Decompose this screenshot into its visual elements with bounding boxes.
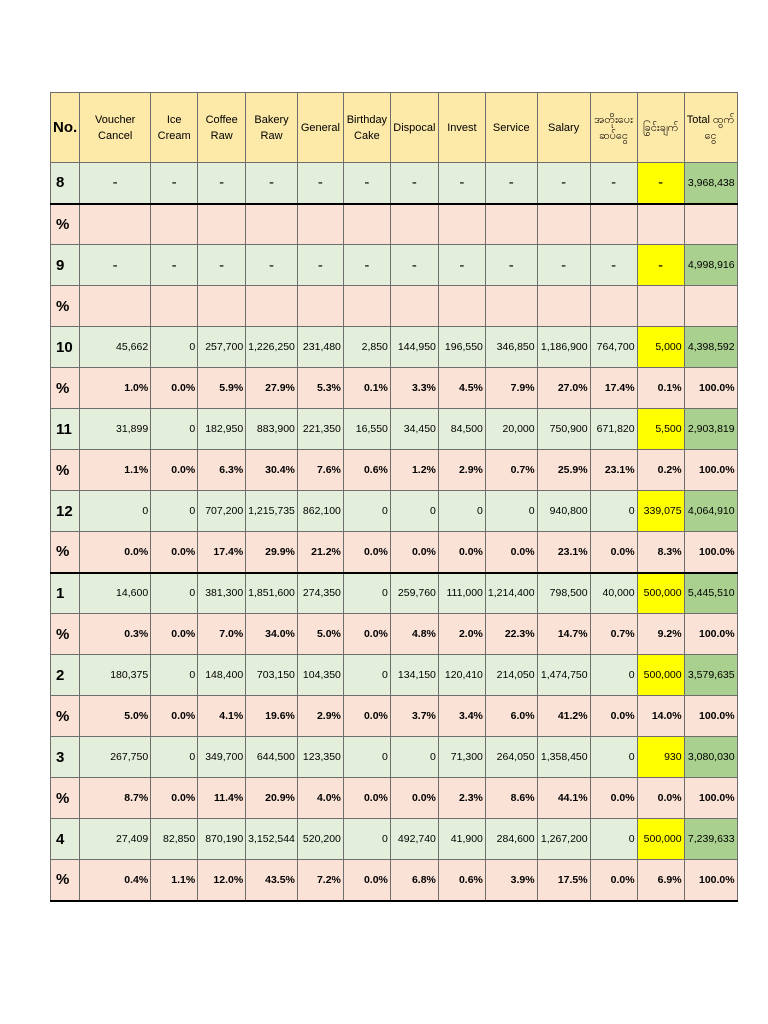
data-cell[interactable]: 6.3% (198, 450, 246, 491)
data-cell[interactable]: 3.9% (485, 860, 537, 901)
total-cell[interactable]: 100.0% (684, 450, 737, 491)
data-cell[interactable]: 3.3% (390, 368, 438, 409)
total-cell[interactable]: 3,579,635 (684, 655, 737, 696)
exception-cell[interactable]: 500,000 (637, 573, 684, 614)
data-cell[interactable]: - (438, 163, 485, 204)
row-label-cell[interactable]: % (51, 696, 80, 737)
data-cell[interactable] (151, 286, 198, 327)
column-header: Ice Cream (151, 93, 198, 163)
row-label-cell[interactable]: % (51, 286, 80, 327)
month-value-row (51, 327, 738, 368)
data-cell[interactable]: 257,700 (198, 327, 246, 368)
data-cell[interactable]: 0.0% (151, 696, 198, 737)
data-cell[interactable]: 1.1% (151, 860, 198, 901)
data-cell[interactable] (80, 286, 151, 327)
data-cell[interactable]: 45,662 (80, 327, 151, 368)
data-cell[interactable]: 862,100 (297, 491, 343, 532)
data-cell[interactable]: - (537, 163, 590, 204)
data-cell[interactable]: 0.0% (390, 778, 438, 819)
data-cell[interactable]: 0.0% (390, 532, 438, 573)
data-cell[interactable] (537, 204, 590, 245)
data-cell[interactable]: 1,267,200 (537, 819, 590, 860)
data-cell[interactable]: 0 (590, 819, 637, 860)
data-cell[interactable]: 707,200 (198, 491, 246, 532)
data-cell[interactable] (80, 204, 151, 245)
data-cell[interactable]: 0 (80, 491, 151, 532)
data-cell[interactable]: 0 (151, 573, 198, 614)
data-cell[interactable]: 259,760 (390, 573, 438, 614)
data-cell[interactable]: 0 (390, 491, 438, 532)
data-cell[interactable]: 7.6% (297, 450, 343, 491)
data-cell[interactable]: - (246, 245, 298, 286)
column-header-no: No. (51, 93, 80, 163)
total-cell[interactable]: 100.0% (684, 778, 737, 819)
data-cell[interactable]: 0.7% (590, 614, 637, 655)
data-cell[interactable]: 148,400 (198, 655, 246, 696)
total-cell[interactable] (684, 204, 737, 245)
data-cell[interactable]: 883,900 (246, 409, 298, 450)
data-cell[interactable]: 492,740 (390, 819, 438, 860)
data-cell[interactable]: 0 (151, 737, 198, 778)
month-value-row (51, 491, 738, 532)
total-cell[interactable]: 3,080,030 (684, 737, 737, 778)
data-cell[interactable]: 0.0% (590, 532, 637, 573)
data-cell[interactable] (297, 204, 343, 245)
data-cell[interactable]: 144,950 (390, 327, 438, 368)
data-cell[interactable]: 14.7% (537, 614, 590, 655)
data-cell[interactable]: 20.9% (246, 778, 298, 819)
data-cell[interactable]: 0.3% (80, 614, 151, 655)
data-cell[interactable]: 0.0% (151, 532, 198, 573)
data-cell[interactable]: 644,500 (246, 737, 298, 778)
data-cell[interactable]: 41.2% (537, 696, 590, 737)
data-cell[interactable]: 0 (343, 655, 390, 696)
data-cell[interactable]: 0 (151, 409, 198, 450)
data-cell[interactable] (390, 204, 438, 245)
month-value-row (51, 573, 738, 614)
data-cell[interactable]: 34,450 (390, 409, 438, 450)
data-cell[interactable]: 21.2% (297, 532, 343, 573)
data-cell[interactable]: 0.0% (151, 368, 198, 409)
data-cell[interactable]: 0.0% (485, 532, 537, 573)
data-cell[interactable]: 5.0% (80, 696, 151, 737)
total-cell[interactable]: 100.0% (684, 696, 737, 737)
column-header: ခြွင်းချက် (637, 93, 684, 163)
data-cell[interactable]: 17.4% (198, 532, 246, 573)
total-cell[interactable]: 2,903,819 (684, 409, 737, 450)
month-value-row (51, 737, 738, 778)
data-cell[interactable]: - (80, 245, 151, 286)
data-cell[interactable]: 0 (590, 655, 637, 696)
data-cell[interactable]: 671,820 (590, 409, 637, 450)
data-cell[interactable] (590, 204, 637, 245)
data-cell[interactable] (390, 286, 438, 327)
data-cell[interactable]: 7.2% (297, 860, 343, 901)
data-cell[interactable]: 4.1% (198, 696, 246, 737)
data-cell[interactable]: 0.0% (151, 614, 198, 655)
row-label-cell[interactable]: 9 (51, 245, 80, 286)
row-label-cell[interactable]: % (51, 204, 80, 245)
data-cell[interactable]: 17.5% (537, 860, 590, 901)
month-percent-row (51, 778, 738, 819)
data-cell[interactable]: 349,700 (198, 737, 246, 778)
data-cell[interactable]: 520,200 (297, 819, 343, 860)
data-cell[interactable]: 4.8% (390, 614, 438, 655)
month-percent-row (51, 286, 738, 327)
data-cell[interactable]: 120,410 (438, 655, 485, 696)
data-cell[interactable]: 25.9% (537, 450, 590, 491)
data-cell[interactable]: 27.0% (537, 368, 590, 409)
data-cell[interactable]: 0.0% (590, 860, 637, 901)
data-cell[interactable]: - (390, 245, 438, 286)
data-cell[interactable]: 27,409 (80, 819, 151, 860)
data-cell[interactable]: 0.4% (80, 860, 151, 901)
data-cell[interactable]: - (590, 163, 637, 204)
data-cell[interactable]: 7.0% (198, 614, 246, 655)
month-percent-row (51, 860, 738, 901)
data-cell[interactable]: 5.9% (198, 368, 246, 409)
data-cell[interactable]: 22.3% (485, 614, 537, 655)
data-cell[interactable]: 7.9% (485, 368, 537, 409)
exception-cell[interactable]: 0.0% (637, 778, 684, 819)
data-cell[interactable]: 104,350 (297, 655, 343, 696)
row-label-cell[interactable]: 11 (51, 409, 80, 450)
data-cell[interactable]: 5.3% (297, 368, 343, 409)
total-cell[interactable]: 3,968,438 (684, 163, 737, 204)
data-cell[interactable]: 214,050 (485, 655, 537, 696)
data-cell[interactable]: 264,050 (485, 737, 537, 778)
data-cell[interactable]: 0.0% (343, 614, 390, 655)
data-cell[interactable]: 221,350 (297, 409, 343, 450)
row-label-cell[interactable]: 10 (51, 327, 80, 368)
data-cell[interactable]: - (390, 163, 438, 204)
total-cell[interactable]: 4,998,916 (684, 245, 737, 286)
data-cell[interactable]: 44.1% (537, 778, 590, 819)
data-cell[interactable]: 12.0% (198, 860, 246, 901)
exception-cell[interactable]: 14.0% (637, 696, 684, 737)
data-cell[interactable]: 0.0% (590, 696, 637, 737)
data-cell[interactable]: 84,500 (438, 409, 485, 450)
data-cell[interactable]: 0 (390, 737, 438, 778)
data-cell[interactable]: 1,226,250 (246, 327, 298, 368)
data-cell[interactable]: 0.6% (438, 860, 485, 901)
data-cell[interactable]: 0 (343, 491, 390, 532)
data-cell[interactable]: 196,550 (438, 327, 485, 368)
data-cell[interactable]: 2.3% (438, 778, 485, 819)
row-label-cell[interactable]: % (51, 778, 80, 819)
data-cell[interactable] (198, 204, 246, 245)
data-cell[interactable]: 703,150 (246, 655, 298, 696)
row-label-cell[interactable]: 1 (51, 573, 80, 614)
data-cell[interactable]: 750,900 (537, 409, 590, 450)
total-cell[interactable]: 4,398,592 (684, 327, 737, 368)
data-cell[interactable]: 29.9% (246, 532, 298, 573)
data-cell[interactable] (343, 286, 390, 327)
data-cell[interactable]: 870,190 (198, 819, 246, 860)
data-cell[interactable]: 31,899 (80, 409, 151, 450)
data-cell[interactable]: 0 (343, 573, 390, 614)
data-cell[interactable]: 798,500 (537, 573, 590, 614)
exception-cell[interactable] (637, 286, 684, 327)
exception-cell[interactable]: - (637, 245, 684, 286)
data-cell[interactable]: 0 (151, 491, 198, 532)
data-cell[interactable]: 8.7% (80, 778, 151, 819)
table-header (51, 93, 738, 163)
data-cell[interactable]: 1,358,450 (537, 737, 590, 778)
row-label-cell[interactable]: 4 (51, 819, 80, 860)
data-cell[interactable] (438, 204, 485, 245)
data-cell[interactable]: - (590, 245, 637, 286)
data-cell[interactable]: 134,150 (390, 655, 438, 696)
data-cell[interactable]: 0 (343, 819, 390, 860)
data-cell[interactable]: 8.6% (485, 778, 537, 819)
total-cell[interactable]: 100.0% (684, 368, 737, 409)
month-percent-row (51, 450, 738, 491)
data-cell[interactable]: 3.4% (438, 696, 485, 737)
total-cell[interactable]: 7,239,633 (684, 819, 737, 860)
month-value-row (51, 819, 738, 860)
exception-cell[interactable]: 500,000 (637, 655, 684, 696)
column-header: Coffee Raw (198, 93, 246, 163)
month-value-row (51, 245, 738, 286)
exception-cell[interactable]: 339,075 (637, 491, 684, 532)
data-cell[interactable]: 0.0% (151, 778, 198, 819)
data-cell[interactable]: 0 (151, 327, 198, 368)
column-header: Birthday Cake (343, 93, 390, 163)
data-cell[interactable]: 2.9% (438, 450, 485, 491)
data-cell[interactable]: 17.4% (590, 368, 637, 409)
data-cell[interactable] (485, 286, 537, 327)
data-cell[interactable]: 16,550 (343, 409, 390, 450)
data-cell[interactable]: - (198, 245, 246, 286)
data-cell[interactable]: 274,350 (297, 573, 343, 614)
data-cell[interactable]: 30.4% (246, 450, 298, 491)
data-cell[interactable] (297, 286, 343, 327)
data-cell[interactable]: 0 (590, 491, 637, 532)
data-cell[interactable]: 2.9% (297, 696, 343, 737)
data-cell[interactable]: - (297, 245, 343, 286)
exception-cell[interactable]: - (637, 163, 684, 204)
column-header: Dispocal (390, 93, 438, 163)
data-cell[interactable] (537, 286, 590, 327)
row-label-cell[interactable]: 2 (51, 655, 80, 696)
data-cell[interactable]: 19.6% (246, 696, 298, 737)
data-cell[interactable]: 0 (485, 491, 537, 532)
data-cell[interactable]: 940,800 (537, 491, 590, 532)
data-cell[interactable]: 40,000 (590, 573, 637, 614)
data-cell[interactable]: - (151, 163, 198, 204)
column-header: General (297, 93, 343, 163)
month-value-row (51, 409, 738, 450)
total-cell[interactable]: 5,445,510 (684, 573, 737, 614)
column-header: Invest (438, 93, 485, 163)
row-label-cell[interactable]: % (51, 532, 80, 573)
data-cell[interactable] (198, 286, 246, 327)
exception-cell[interactable]: 0.2% (637, 450, 684, 491)
data-cell[interactable] (438, 286, 485, 327)
exception-cell[interactable]: 930 (637, 737, 684, 778)
data-cell[interactable]: 34.0% (246, 614, 298, 655)
column-header: Total ထွက်ငွေ (684, 93, 737, 163)
total-cell[interactable] (684, 286, 737, 327)
exception-cell[interactable]: 0.1% (637, 368, 684, 409)
data-cell[interactable] (151, 204, 198, 245)
total-cell[interactable]: 100.0% (684, 614, 737, 655)
data-cell[interactable]: 23.1% (590, 450, 637, 491)
data-cell[interactable]: 1,186,900 (537, 327, 590, 368)
data-cell[interactable]: 231,480 (297, 327, 343, 368)
data-cell[interactable]: - (485, 245, 537, 286)
data-cell[interactable] (246, 286, 298, 327)
data-cell[interactable]: - (485, 163, 537, 204)
total-cell[interactable]: 4,064,910 (684, 491, 737, 532)
exception-cell[interactable]: 500,000 (637, 819, 684, 860)
data-cell[interactable]: 3.7% (390, 696, 438, 737)
data-cell[interactable]: 111,000 (438, 573, 485, 614)
header-row (51, 93, 738, 163)
data-cell[interactable]: 14,600 (80, 573, 151, 614)
data-cell[interactable]: 1,214,400 (485, 573, 537, 614)
column-header: Voucher Cancel (80, 93, 151, 163)
data-cell[interactable]: 182,950 (198, 409, 246, 450)
data-cell[interactable]: 1.0% (80, 368, 151, 409)
data-cell[interactable]: 2.0% (438, 614, 485, 655)
data-cell[interactable]: 0 (590, 737, 637, 778)
data-cell[interactable]: 381,300 (198, 573, 246, 614)
data-cell[interactable]: 1.1% (80, 450, 151, 491)
exception-cell[interactable]: 5,000 (637, 327, 684, 368)
data-cell[interactable]: 0.6% (343, 450, 390, 491)
row-label-cell[interactable]: 3 (51, 737, 80, 778)
data-cell[interactable] (246, 204, 298, 245)
data-cell[interactable]: 0.0% (151, 450, 198, 491)
month-value-row (51, 163, 738, 204)
data-cell[interactable] (485, 204, 537, 245)
table-body (51, 163, 738, 901)
exception-cell[interactable]: 9.2% (637, 614, 684, 655)
column-header: အတိုးပေး ဆပ်ငွေ (590, 93, 637, 163)
data-cell[interactable]: - (246, 163, 298, 204)
data-cell[interactable]: 4.0% (297, 778, 343, 819)
data-cell[interactable]: 0.0% (438, 532, 485, 573)
data-cell[interactable]: 0 (343, 737, 390, 778)
data-cell[interactable]: - (198, 163, 246, 204)
data-cell[interactable]: 1.2% (390, 450, 438, 491)
exception-cell[interactable] (637, 204, 684, 245)
data-cell[interactable]: 0.0% (343, 696, 390, 737)
month-value-row (51, 655, 738, 696)
data-cell[interactable]: 346,850 (485, 327, 537, 368)
data-cell[interactable]: - (343, 245, 390, 286)
data-cell[interactable]: 123,350 (297, 737, 343, 778)
data-cell[interactable]: 6.8% (390, 860, 438, 901)
data-cell[interactable]: 82,850 (151, 819, 198, 860)
month-percent-row (51, 696, 738, 737)
data-cell[interactable]: 180,375 (80, 655, 151, 696)
data-cell[interactable]: 0 (438, 491, 485, 532)
row-label-cell[interactable]: % (51, 450, 80, 491)
data-cell[interactable]: 1,851,600 (246, 573, 298, 614)
data-cell[interactable]: 27.9% (246, 368, 298, 409)
total-cell[interactable]: 100.0% (684, 532, 737, 573)
data-cell[interactable]: - (343, 163, 390, 204)
data-cell[interactable]: 2,850 (343, 327, 390, 368)
data-cell[interactable]: 0.7% (485, 450, 537, 491)
data-cell[interactable]: 43.5% (246, 860, 298, 901)
month-percent-row (51, 532, 738, 573)
data-cell[interactable]: 1,215,735 (246, 491, 298, 532)
data-cell[interactable]: 23.1% (537, 532, 590, 573)
column-header: Bakery Raw (246, 93, 298, 163)
data-cell[interactable]: - (438, 245, 485, 286)
expense-table (50, 92, 738, 902)
data-cell[interactable]: 4.5% (438, 368, 485, 409)
month-percent-row (51, 204, 738, 245)
row-label-cell[interactable]: % (51, 860, 80, 901)
data-cell[interactable]: 764,700 (590, 327, 637, 368)
data-cell[interactable]: 6.0% (485, 696, 537, 737)
row-label-cell[interactable]: 12 (51, 491, 80, 532)
data-cell[interactable]: 1,474,750 (537, 655, 590, 696)
data-cell[interactable]: - (537, 245, 590, 286)
data-cell[interactable]: 20,000 (485, 409, 537, 450)
data-cell[interactable]: 0.0% (80, 532, 151, 573)
column-header: Salary (537, 93, 590, 163)
exception-cell[interactable]: 6.9% (637, 860, 684, 901)
data-cell[interactable]: 11.4% (198, 778, 246, 819)
data-cell[interactable]: 267,750 (80, 737, 151, 778)
data-cell[interactable]: - (297, 163, 343, 204)
month-percent-row (51, 614, 738, 655)
row-label-cell[interactable]: 8 (51, 163, 80, 204)
data-cell[interactable]: 0.1% (343, 368, 390, 409)
data-cell[interactable]: - (151, 245, 198, 286)
data-cell[interactable]: 5.0% (297, 614, 343, 655)
data-cell[interactable]: 0.0% (343, 860, 390, 901)
data-cell[interactable]: 41,900 (438, 819, 485, 860)
data-cell[interactable]: 0.0% (343, 532, 390, 573)
exception-cell[interactable]: 5,500 (637, 409, 684, 450)
data-cell[interactable] (343, 204, 390, 245)
data-cell[interactable]: 3,152,544 (246, 819, 298, 860)
data-cell[interactable]: 0.0% (343, 778, 390, 819)
column-header: Service (485, 93, 537, 163)
total-cell[interactable]: 100.0% (684, 860, 737, 901)
data-cell[interactable]: 284,600 (485, 819, 537, 860)
data-cell[interactable]: 0 (151, 655, 198, 696)
data-cell[interactable]: 0.0% (590, 778, 637, 819)
row-label-cell[interactable]: % (51, 614, 80, 655)
exception-cell[interactable]: 8.3% (637, 532, 684, 573)
month-percent-row (51, 368, 738, 409)
row-label-cell[interactable]: % (51, 368, 80, 409)
data-cell[interactable]: 71,300 (438, 737, 485, 778)
data-cell[interactable] (590, 286, 637, 327)
data-cell[interactable]: - (80, 163, 151, 204)
